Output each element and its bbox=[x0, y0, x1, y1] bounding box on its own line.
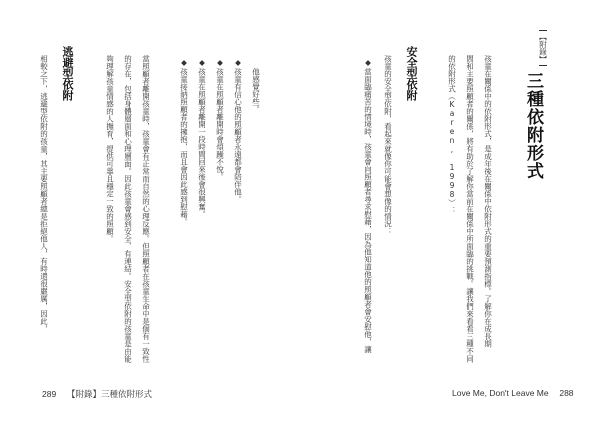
chapter-title: 三種依附形式 bbox=[523, 72, 543, 180]
right-footer bbox=[452, 388, 574, 398]
left-footer bbox=[42, 388, 152, 400]
left-running-head: 【附錄】三種依附形式 bbox=[66, 389, 152, 399]
intro-line-3: 的依附形式（Karen, 1998）： bbox=[447, 55, 457, 214]
secure-bullet-3: 孩童在照顧者離開時會煩躁不悅。 bbox=[215, 68, 225, 181]
secure-para-line-2: 的存在，包括身體層面和心理層面。因此孩童會感到安全、有連結。安全型依附的孩童是由能 bbox=[123, 55, 133, 363]
right-running-head: Love Me, Don't Leave Me bbox=[452, 388, 549, 398]
secure-bullet-1: 當面臨痛苦的情境時，孩童會向照顧者尋求慰藉，因為他知道他的照顧者會安慰他，讓 bbox=[363, 68, 373, 353]
secure-para-line-1: 當照顧者離開孩童時，孩童會有正常而自然的心理反應。但照顧者在孩童生命中是個有一致性 bbox=[141, 55, 151, 363]
bullet-marker: ◆ bbox=[363, 58, 373, 67]
secure-bullet-4: 孩童在照顧者離開一段時間回來後會很興奮。 bbox=[197, 68, 207, 218]
secure-bullet-2: 孩童有信心他的照顧者永遠都會陪伴他。 bbox=[233, 68, 243, 203]
secure-para-line-3: 夠理解孩童情感的人撫育，提供可靠且穩定一致的照顧。 bbox=[105, 55, 115, 243]
avoidant-heading: 逃避型依附 bbox=[61, 46, 74, 101]
bullet-marker: ◆ bbox=[233, 58, 243, 67]
right-page-number: 288 bbox=[559, 388, 574, 398]
bullet-marker: ◆ bbox=[179, 58, 189, 67]
avoidant-para-line-1: 相較之下，逃避型依附的孩童，其主要照顧者總是拒絕他人，有時還很嚴厲，因此， bbox=[39, 55, 49, 333]
intro-line-1: 孩童在關係中的依附形式，是成年後在關係中依附形式的重要預測指標。了解你在成長期 bbox=[483, 55, 493, 348]
intro-line-2: 間和主要照顧者的關係，將有助於了解你當前在關係中所面臨的挑戰。讓我們來看看三種不同 bbox=[465, 55, 475, 363]
secure-intro: 孩童的安全型依附，看起來就像你可能會想像的情況： bbox=[383, 55, 393, 235]
bullet-marker: ◆ bbox=[197, 58, 207, 67]
secure-heading: 安全型依附 bbox=[405, 46, 418, 101]
right-page bbox=[300, 0, 600, 426]
left-page-number: 289 bbox=[42, 389, 57, 399]
secure-bullet-5: 孩童接納照顧者的擁抱，而且會因此感到慰藉。 bbox=[179, 68, 189, 226]
secure-bullet-1-cont: 他感覺好些。 bbox=[251, 68, 261, 113]
appendix-tag: 【附錄】 bbox=[539, 30, 547, 66]
bullet-marker: ◆ bbox=[215, 58, 225, 67]
